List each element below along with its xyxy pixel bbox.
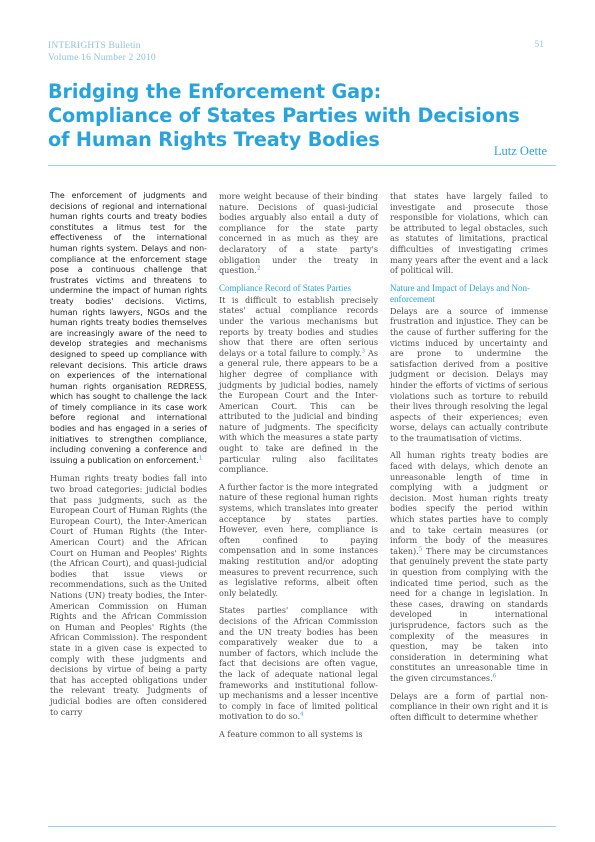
- column-1: [50, 191, 207, 717]
- paragraph-text: There may be circumstances that genuinely prevent the state party in question from complying with the indicated time period, such as the need for a change in legislation. In these cases, drawing on standards developed in international jurisprudence, factors such as the complexity of the measures in question, may be taken into consideration in determining what constitutes an unreasonable time in the given circumstances.: [390, 545, 548, 683]
- footer-divider: [48, 826, 556, 827]
- page-number: 51: [534, 40, 544, 50]
- footnote-ref[interactable]: 1: [198, 455, 203, 462]
- paragraph: [219, 295, 378, 475]
- paragraph-text: All human rights treaty bodies are faced with delays, which denote an unreasonable length of time in complying with a judgment or decision. Most human rights treaty bodies specify the period within which states parties have to comply and to take certain measures (or inform the body of the measures taken).: [390, 450, 548, 556]
- paragraph-text: As a general rule, there appears to be a higher degree of compliance with judgments by judicial bodies, namely the European Court and the Inter-American Court. This can be attributed to the judicial and binding nature of judgments. The specificity with which the measures a state party ought to take are defined in the particular ruling also facilitates compliance.: [219, 347, 378, 475]
- title-divider: [48, 165, 556, 166]
- running-header: [48, 40, 548, 70]
- footnote-ref[interactable]: 5: [418, 546, 423, 553]
- title-line: Bridging the Enforcement Gap:: [48, 80, 382, 103]
- title-line: of Human Rights Treaty Bodies: [48, 128, 380, 151]
- volume-info: Volume 16 Number 2 2010: [48, 53, 156, 63]
- paragraph: [219, 191, 378, 276]
- paragraph-text: It is difficult to establish precisely states' actual compliance records under the various mechanisms but reports by treaty bodies and studies show that there are often serious delays or a total failure to comply.: [219, 294, 378, 358]
- paragraph: A further factor is the more integrated nature of these regional human rights systems, which translates into greater acceptance by states parties. However, even here, compliance is often confined to paying compensation and in some instances making restitution and/or adopting measures to prevent recurrence, such as legislative reforms, albeit often only belatedly.: [219, 481, 378, 598]
- paragraph: Delays are a form of partial non-compliance in their own right and it is often difficult to determine whether: [390, 690, 548, 722]
- paragraph: Human rights treaty bodies fall into two broad categories: judicial bodies that pass judgments, such as the European Court of Human Rights (the European Court), the Inter-American Court of Human Rights (the Inter-American Court) and the African Court on Human and Peoples' Rights (the African Court), and quasi-judicial bodies that issue views or recommendations, such as the United Nations (UN) treaty bodies, the Inter-American Commission on Human Rights and the African Commission on Human and Peoples' Rights (the African Commission). The respondent state in a given case is expected to comply with these judgments and decisions by virtue of being a party that has accepted obligations under the relevant treaty. Judgments of judicial bodies are often considered to carry: [50, 473, 207, 717]
- author-name: Lutz Oette: [493, 144, 547, 158]
- subheading-delays: Nature and Impact of Delays and Non-enforcement: [390, 282, 530, 304]
- paragraph: that states have largely failed to investigate and prosecute those responsible for violations, which can be attributed to legal obstacles, such as statutes of limitations, practical difficulties of investigating crimes many years after the event and a lack of political will.: [390, 191, 548, 276]
- footnote-ref[interactable]: 3: [361, 348, 365, 355]
- footnote-ref[interactable]: 6: [492, 673, 497, 680]
- subheading-compliance-record: Compliance Record of States Parties: [219, 282, 351, 293]
- journal-name: INTERIGHTS Bulletin: [48, 41, 141, 51]
- column-2: [219, 191, 378, 740]
- abstract-text: The enforcement of judgments and decisions of regional and international human rights courts and treaty bodies constitutes a litmus test for the effectiveness of the international human rights system. Delays and non-compliance at the enforcement stage pose a continuous challenge that frustrates victims and threatens to undermine the impact of human rights treaty bodies' decisions. Victims, human rights lawyers, NGOs and the human rights treaty bodies themselves are increasingly aware of the need to develop strategies and mechanisms designed to speed up compliance with relevant decisions. This article draws on experiences of the international human rights organisation REDRESS, which has sought to challenge the lack of timely compliance in its case work before regional and international bodies and has engaged in a series of initiatives to strengthen compliance, including convening a conference and issuing a publication on enforcement.: [50, 191, 207, 465]
- paragraph-text: more weight because of their binding nature. Decisions of quasi-judicial bodies arguably also entail a duty of compliance for the state party concerned in as much as they are declaratory of a state party's obligation under the treaty in question.: [219, 191, 378, 276]
- article-title: [48, 80, 568, 152]
- title-line: Compliance of States Parties with Decisions: [48, 104, 520, 127]
- footnote-ref[interactable]: 4: [300, 711, 304, 718]
- abstract: [50, 191, 207, 466]
- paragraph: [390, 450, 548, 683]
- paragraph-text: States parties' compliance with decisions of the African Commission and the UN treaty bodies has been comparatively weaker due to a number of factors, which include the fact that decisions are often vague, the lack of adequate national legal frameworks and institutional follow-up mechanisms and a lesser incentive to comply in face of limited political motivation to do so.: [219, 605, 378, 722]
- paragraph: A feature common to all systems is: [219, 728, 363, 739]
- column-3: [390, 191, 548, 722]
- paragraph: [219, 605, 378, 722]
- footnote-ref[interactable]: 2: [256, 265, 261, 272]
- paragraph: Delays are a source of immense frustration and injustice. They can be the cause of further suffering for the victims induced by uncertainty and are prone to undermine the satisfaction derived from a positive judgment or decision. Delays may hinder the efforts of victims of serious violations such as torture to rebuild their lives through resolving the legal aspects of their experiences; even worse, delays can actually contribute to the traumatisation of victims.: [390, 305, 548, 443]
